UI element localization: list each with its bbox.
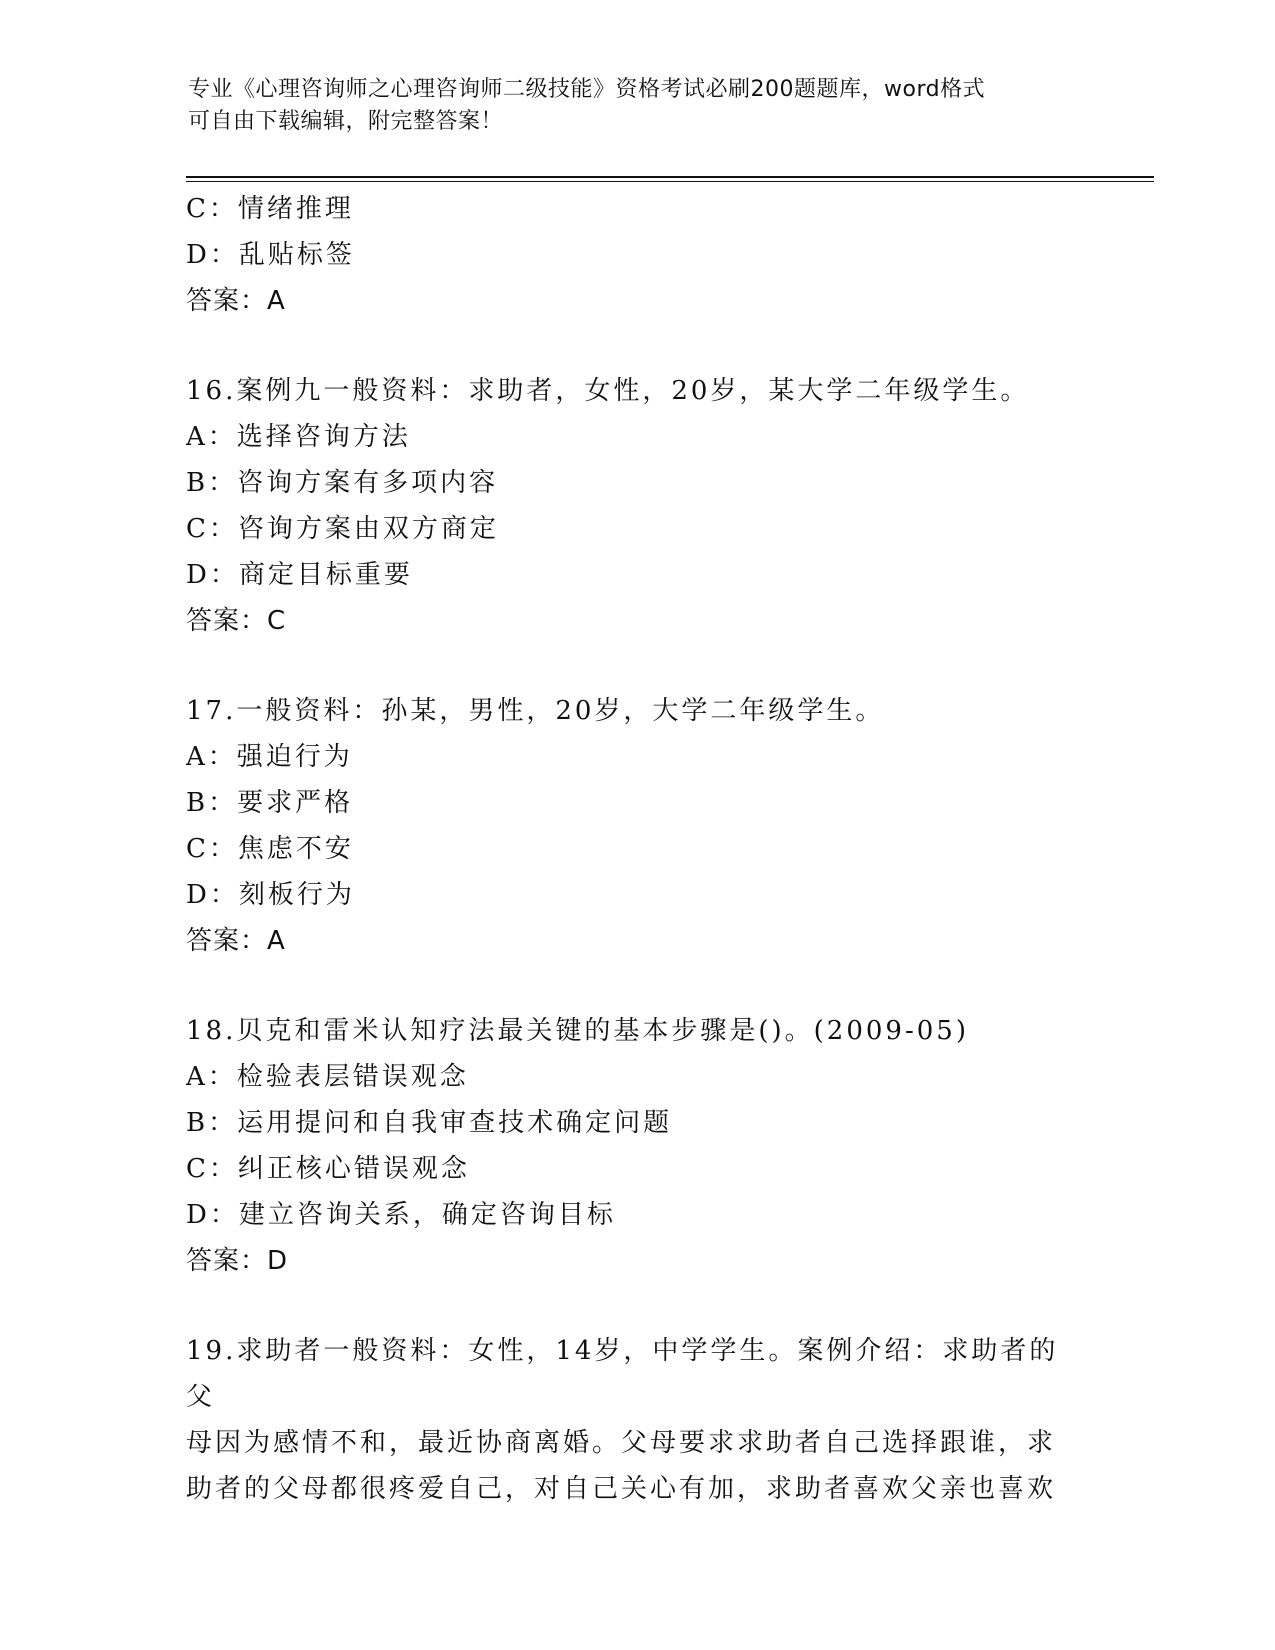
- option-b: B：运用提问和自我审查技术确定问题: [186, 1108, 673, 1138]
- option-d: D：刻板行为: [186, 880, 355, 910]
- option-c: C：纠正核心错误观念: [186, 1154, 470, 1184]
- option-d: D：商定目标重要: [186, 560, 413, 590]
- answer-line: 答案：C: [186, 606, 287, 636]
- option-d: D：建立咨询关系，确定咨询目标: [186, 1200, 616, 1230]
- question-stem: 18.贝克和雷米认知疗法最关键的基本步骤是()。(2009-05): [186, 1016, 969, 1046]
- option-a: A：强迫行为: [186, 742, 353, 772]
- paragraph-line: 母因为感情不和，最近协商离婚。父母要求求助者自己选择跟谁，求: [186, 1428, 1057, 1458]
- paragraph-line: 助者的父母都很疼爱自己，对自己关心有加，求助者喜欢父亲也喜欢: [186, 1474, 1057, 1504]
- paragraph-line: 19.求助者一般资料：女性，14岁，中学学生。案例介绍：求助者的父: [186, 1336, 1059, 1412]
- option-a: A：选择咨询方法: [186, 422, 411, 452]
- question-list: [186, 186, 1086, 1512]
- option-c: C：咨询方案由双方商定: [186, 514, 499, 544]
- document-header: [188, 74, 1068, 138]
- option-c: C：情绪推理: [186, 194, 354, 224]
- answer-line: 答案：A: [186, 926, 286, 956]
- header-line-1: 专业《心理咨询师之心理咨询师二级技能》资格考试必刷200题题库，word格式: [188, 77, 986, 102]
- option-d: D：乱贴标签: [186, 240, 355, 270]
- option-b: B：咨询方案有多项内容: [186, 468, 499, 498]
- header-line-2: 可自由下载编辑，附完整答案！: [188, 109, 504, 134]
- question-16: [186, 368, 1086, 644]
- question-19: [186, 1328, 1086, 1512]
- question-17: [186, 688, 1086, 964]
- question-18: [186, 1008, 1086, 1284]
- question-15-partial: [186, 186, 1086, 324]
- question-stem: 17.一般资料：孙某，男性，20岁，大学二年级学生。: [186, 696, 885, 726]
- answer-line: 答案：D: [186, 1246, 289, 1276]
- question-stem: 16.案例九一般资料：求助者，女性，20岁，某大学二年级学生。: [186, 376, 1030, 406]
- answer-line: 答案：A: [186, 286, 286, 316]
- option-a: A：检验表层错误观念: [186, 1062, 469, 1092]
- header-rule-thin: [186, 181, 1154, 182]
- header-rule-thick: [186, 176, 1154, 178]
- option-b: B：要求严格: [186, 788, 354, 818]
- option-c: C：焦虑不安: [186, 834, 354, 864]
